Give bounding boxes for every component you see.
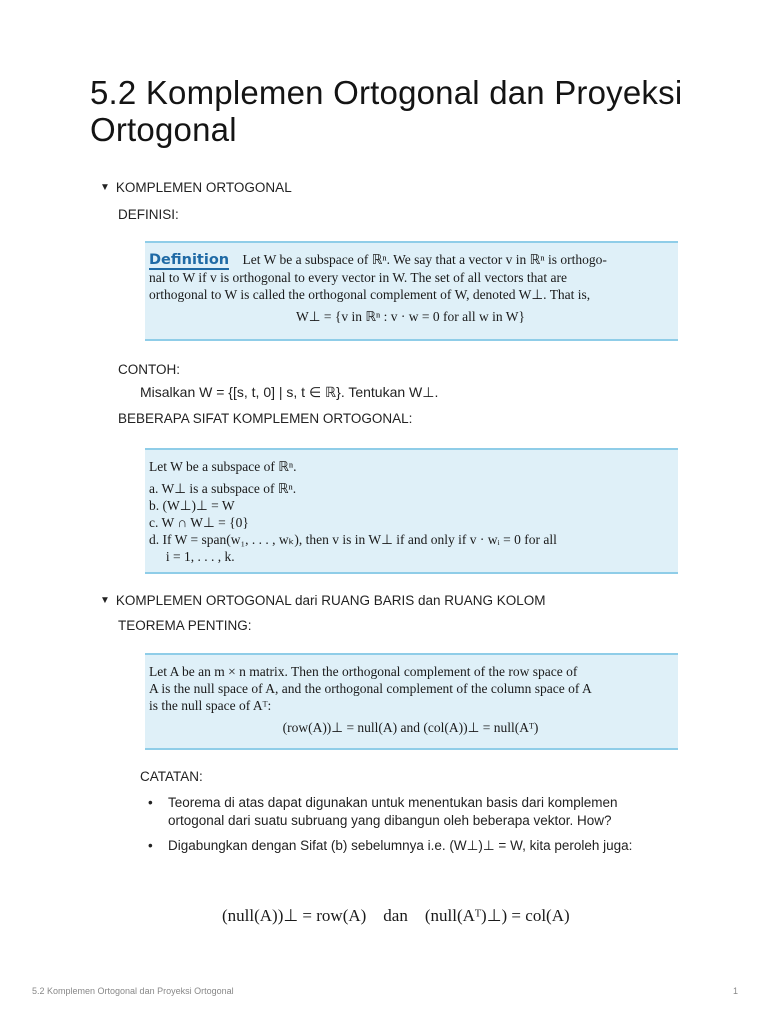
definition-line-2: nal to W if v is orthogonal to every vector in W. The set of all vectors that are <box>149 270 568 285</box>
triangle-down-icon[interactable]: ▼ <box>100 182 110 193</box>
page-number: 1 <box>732 986 738 996</box>
bullet-icon: • <box>148 838 153 853</box>
toggle-label: KOMPLEMEN ORTOGONAL <box>115 180 292 195</box>
definition-line-1: Definition Let W be a subspace of ℝⁿ. We say that a vector v in ℝⁿ is orthogo- <box>149 252 607 268</box>
theorem-line-3: is the null space of Aᵀ: <box>149 698 272 713</box>
definition-formula: W⊥ = {v in ℝⁿ : v · w = 0 for all w in W} <box>296 309 525 324</box>
definition-box <box>145 241 678 341</box>
theorem-box <box>145 653 678 750</box>
triangle-down-icon[interactable]: ▼ <box>100 595 110 606</box>
definition-line-3: orthogonal to W is called the orthogonal complement of W, denoted W⊥. That is, <box>149 287 591 302</box>
theorem-formula: (row(A))⊥ = null(A) and (col(A))⊥ = null(Aᵀ) <box>282 720 539 735</box>
final-formula: (null(A))⊥ = row(A) dan (null(Aᵀ)⊥) = col(A) <box>222 906 570 925</box>
toggle-komplemen-ortogonal[interactable] <box>100 180 292 195</box>
properties-box <box>145 448 678 574</box>
notes-label: CATATAN: <box>140 769 203 784</box>
definition-label: DEFINISI: <box>118 207 179 222</box>
theorem-line-1: Let A be an m × n matrix. Then the orthogonal complement of the row space of <box>149 664 578 679</box>
theorem-line-2: A is the null space of A, and the orthogonal complement of the column space of A <box>149 681 592 696</box>
bullet-icon: • <box>148 795 153 810</box>
properties-label: BEBERAPA SIFAT KOMPLEMEN ORTOGONAL: <box>118 411 413 426</box>
notes-list <box>140 794 660 862</box>
property-a: a. W⊥ is a subspace of ℝⁿ. <box>149 481 297 496</box>
page-footer <box>32 986 738 996</box>
page-title: 5.2 Komplemen Ortogonal dan Proyeksi Ortogonal <box>90 74 683 148</box>
footer-title: 5.2 Komplemen Ortogonal dan Proyeksi Ortogonal <box>32 986 234 996</box>
toggle-label: KOMPLEMEN ORTOGONAL dari RUANG BARIS dan RUANG KOLOM <box>115 593 546 608</box>
property-c: c. W ∩ W⊥ = {0} <box>149 515 249 530</box>
toggle-ruang-baris-kolom[interactable] <box>100 593 546 608</box>
example-label: CONTOH: <box>118 362 181 377</box>
list-item: • Teorema di atas dapat digunakan untuk menentukan basis dari komplemen ortogonal dari suatu subruang yang dibangun oleh beberapa vektor. How? <box>148 795 618 828</box>
property-b: b. (W⊥)⊥ = W <box>149 498 235 513</box>
property-d-cont: i = 1, . . . , k. <box>149 549 235 564</box>
example-text: Misalkan W = {[s, t, 0] | s, t ∈ ℝ}. Tentukan W⊥. <box>140 384 439 400</box>
properties-intro: Let W be a subspace of ℝⁿ. <box>149 459 297 474</box>
list-item: • Digabungkan dengan Sifat (b) sebelumnya i.e. (W⊥)⊥ = W, kita peroleh juga: <box>148 838 633 853</box>
definition-heading: Definition <box>149 252 230 268</box>
theorem-label: TEOREMA PENTING: <box>118 618 252 633</box>
property-d: d. If W = span(w₁, . . . , wₖ), then v is in W⊥ if and only if v · wᵢ = 0 for all <box>149 532 557 547</box>
